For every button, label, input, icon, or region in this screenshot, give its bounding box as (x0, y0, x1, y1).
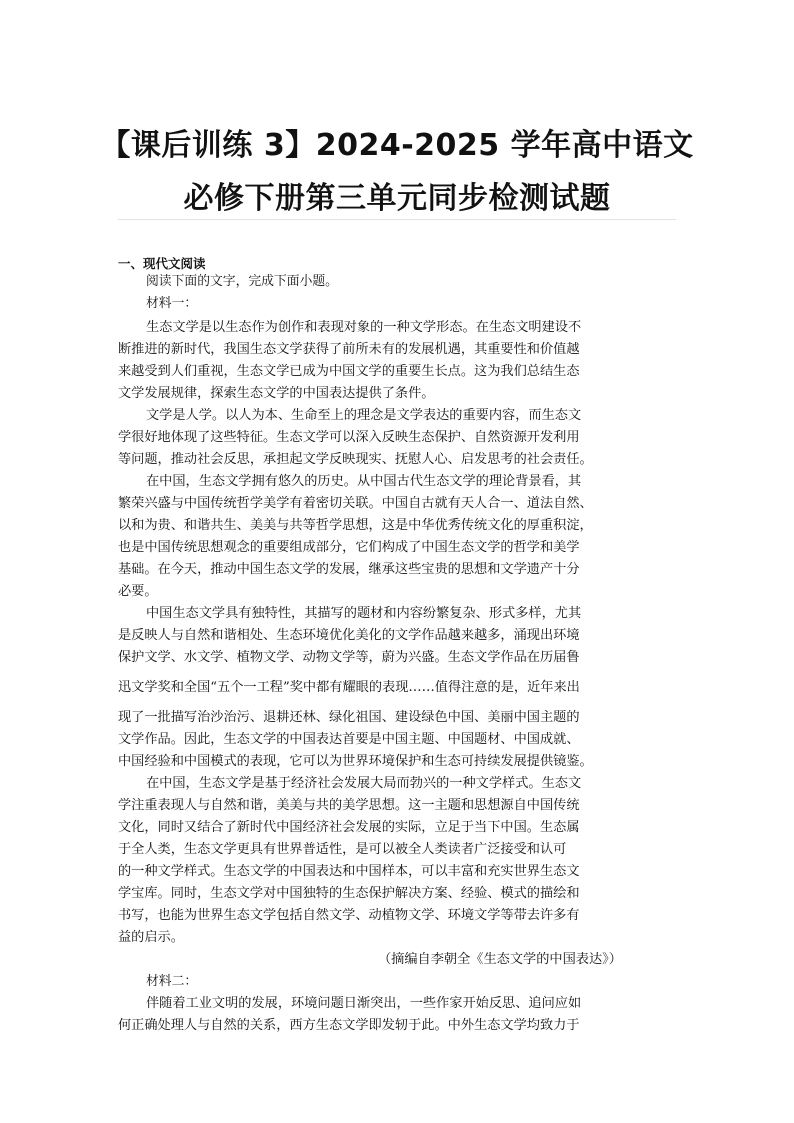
paragraph-line: 迅文学奖和全国“五个一工程”奖中都有耀眼的表现……值得注意的是，近年来出 (118, 680, 580, 695)
paragraph-line: 的一种文学样式。生态文学的中国表达和中国样本，可以丰富和充实世界生态文 (118, 864, 580, 879)
paragraph-line: 文学作品。因此，生态文学的中国表达首要是中国主题、中国题材、中国成就、 (118, 732, 580, 747)
source-citation: （摘编自李朝全《生态文学的中国表达》） (378, 952, 622, 967)
paragraph-line: 学很好地体现了这些特征。生态文学可以深入反映生态保护、自然资源开发利用 (118, 430, 580, 445)
paragraph-line: 何正确处理人与自然的关系，西方生态文学即发轫于此。中外生态文学均致力于 (118, 1018, 580, 1033)
section-heading: 一、现代文阅读 (118, 256, 206, 271)
paragraph-line: 文学发展规律，探索生态文学的中国表达提供了条件。 (118, 386, 435, 401)
paragraph-line: 中国生态文学具有独特性，其描写的题材和内容纷繁复杂、形式多样，尤其 (146, 606, 582, 621)
paragraph-line: 保护文学、水文学、植物文学、动物文学等，蔚为兴盛。生态文学作品在历届鲁 (118, 650, 580, 665)
paragraph-line: 学注重表现人与自然和谐，美美与共的美学思想。这一主题和思想源自中国传统 (118, 798, 580, 813)
paragraph-line: 断推进的新时代，我国生态文学获得了前所未有的发展机遇，其重要性和价值越 (118, 342, 580, 357)
paragraph-line: 文学是人学。以人为本、生命至上的理念是文学表达的重要内容，而生态文 (146, 408, 582, 423)
paragraph-line: 在中国，生态文学拥有悠久的历史。从中国古代生态文学的理论背景看，其 (146, 474, 582, 489)
paragraph-line: 书写，也能为世界生态文学包括自然文学、动植物文学、环境文学等带去许多有 (118, 908, 580, 923)
paragraph-line: 基础。在今天，推动中国生态文学的发展，继承这些宝贵的思想和文学遗产十分 (118, 562, 580, 577)
paragraph-line: 是反映人与自然和谐相处、生态环境优化美化的文学作品越来越多，涌现出环境 (118, 628, 580, 643)
paragraph-line: 学宝库。同时，生态文学对中国独特的生态保护解决方案、经验、模式的描绘和 (118, 886, 580, 901)
paragraph-line: 也是中国传统思想观念的重要组成部分，它们构成了中国生态文学的哲学和美学 (118, 540, 580, 555)
paragraph-line: 文化，同时又结合了新时代中国经济社会发展的实际，立足于当下中国。生态属 (118, 820, 580, 835)
paragraph-line: 来越受到人们重视，生态文学已成为中国文学的重要生长点。这为我们总结生态 (118, 364, 580, 379)
paragraph-line: 伴随着工业文明的发展，环境问题日渐突出，一些作家开始反思、追问应如 (146, 996, 582, 1011)
paragraph-line: 于全人类，生态文学更具有世界普适性，是可以被全人类读者广泛接受和认可 (118, 842, 567, 857)
paragraph-line: 以和为贵、和谐共生、美美与共等哲学思想，这是中华优秀传统文化的厚重积淀， (118, 518, 593, 533)
instruction-line: 阅读下面的文字，完成下面小题。 (146, 274, 338, 289)
paragraph-line: 等问题，推动社会反思，承担起文学反映现实、抚慰人心、启发思考的社会责任。 (118, 452, 593, 467)
title-divider (118, 219, 676, 220)
paragraph-line: 生态文学是以生态作为创作和表现对象的一种文学形态。在生态文明建设不 (146, 320, 582, 335)
paragraph-line: 益的启示。 (118, 930, 184, 945)
paragraph-line: 中国经验和中国模式的表现，它可以为世界环境保护和生态可持续发展提供镜鉴。 (118, 754, 593, 769)
paragraph-line: 繁荣兴盛与中国传统哲学美学有着密切关联。中国自古就有天人合一、道法自然、 (118, 496, 593, 511)
paragraph-line: 在中国，生态文学是基于经济社会发展大局而勃兴的一种文学样式。生态文 (146, 776, 582, 791)
material-label: 材料一： (146, 296, 198, 311)
paragraph-line: 必要。 (118, 584, 158, 599)
document-title-line-2: 必修下册第三单元同步检测试题 (183, 181, 611, 216)
document-title-line-1: 【课后训练 3】2024-2025 学年高中语文 (100, 128, 694, 163)
paragraph-line: 现了一批描写治沙治污、退耕还林、绿化祖国、建设绿色中国、美丽中国主题的 (118, 710, 580, 725)
material-label: 材料二： (146, 974, 198, 989)
